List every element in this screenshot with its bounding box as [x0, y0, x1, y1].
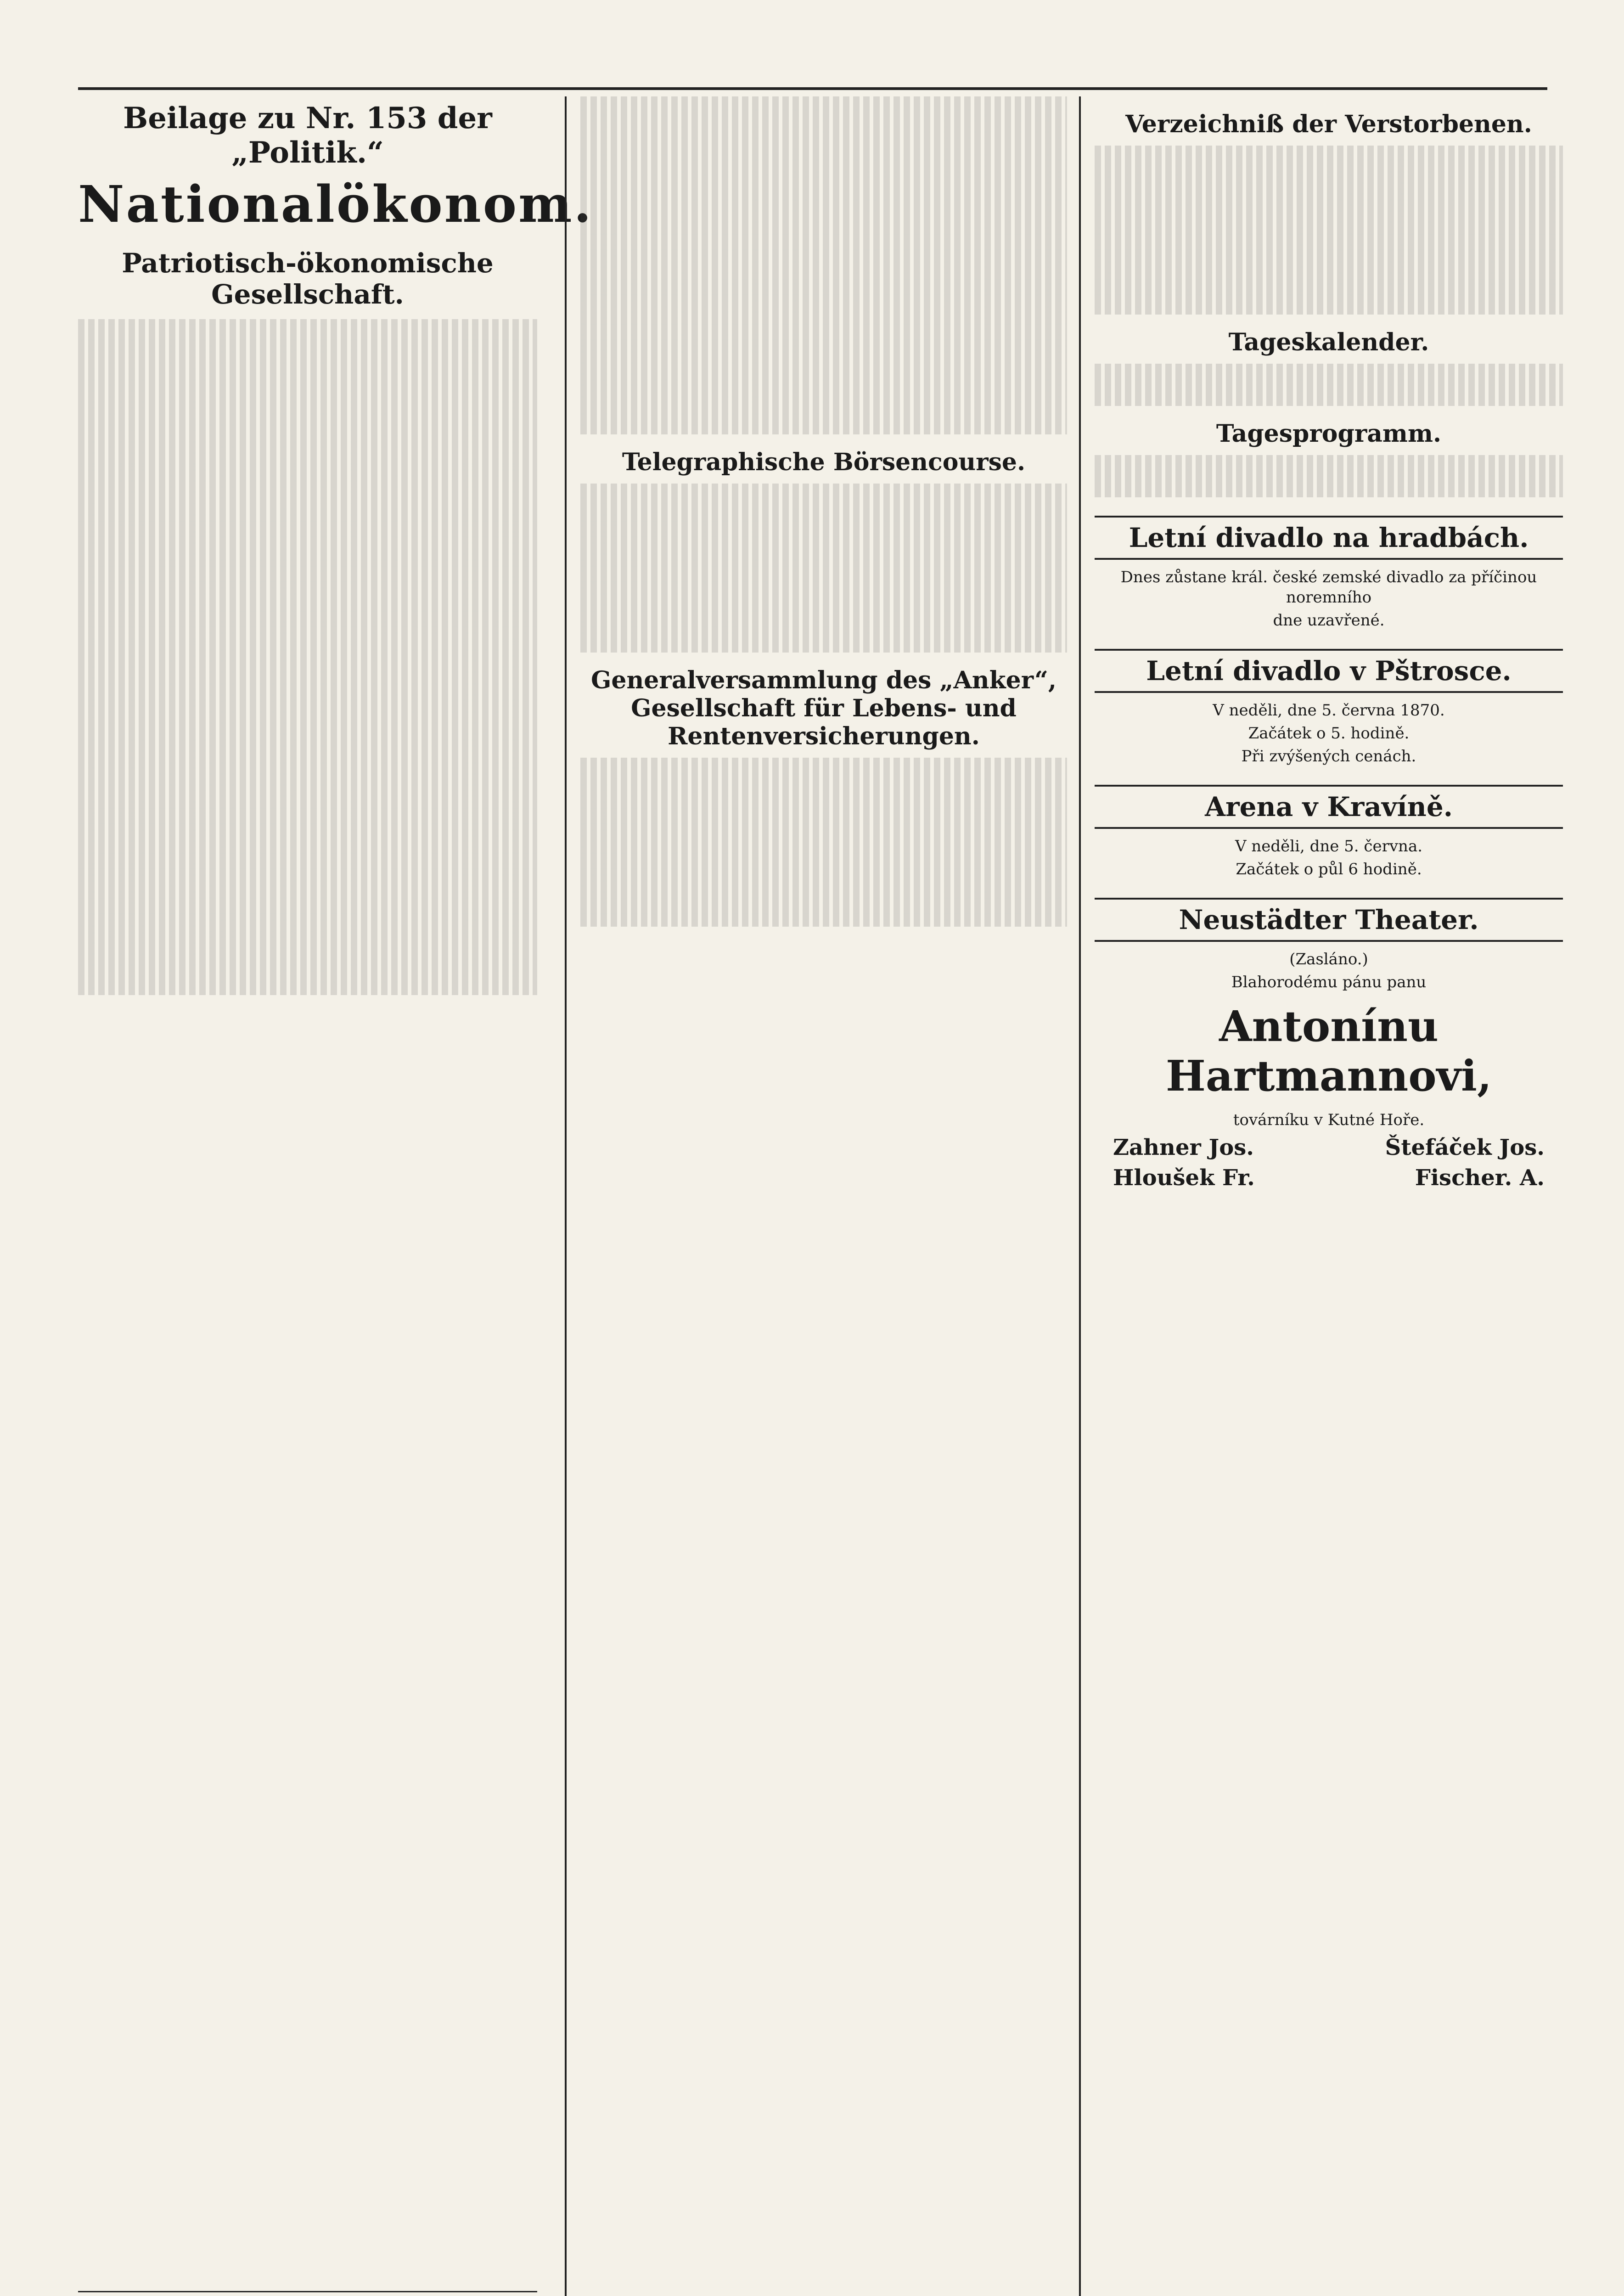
theatre-neustadt-title: Neustädter Theater.	[1095, 898, 1563, 942]
ad-salutation: Blahorodému pánu panu	[1231, 973, 1427, 991]
theatre-pstroska-title: Letní divadlo v Pštrosce.	[1095, 649, 1563, 693]
ad-recipient-subtitle: továrníku v Kutné Hoře.	[1233, 1111, 1425, 1129]
column-middle	[565, 96, 1067, 2296]
theatre-pstroska-line: Při zvýšených cenách.	[1241, 747, 1416, 765]
theatre-pstroska-line: Začátek o 5. hodině.	[1248, 724, 1410, 743]
deaths-register-body	[1095, 146, 1563, 315]
theatre-kravin-line: Začátek o půl 6 hodině.	[1236, 860, 1422, 878]
column-right	[1079, 96, 1563, 2296]
stock-quotes-body	[580, 484, 1067, 653]
ad-signers-row	[1113, 1165, 1545, 1191]
society-title: Patriotisch-ökonomische Gesellschaft.	[122, 248, 494, 310]
ad-signer: Zahner Jos.	[1113, 1135, 1254, 1160]
anker-assembly-body	[580, 758, 1067, 927]
theatre-hradby-line: dne uzavřené.	[1273, 611, 1385, 630]
footnote	[78, 2291, 537, 2296]
theatre-hradby-line: Dnes zůstane král. české zemské divadlo za příčinou noremního	[1120, 568, 1537, 607]
article-continued	[580, 96, 1067, 434]
stock-quotes-title: Telegraphische Börsencourse.	[622, 448, 1026, 476]
theatre-kravin-title: Arena v Kravíně.	[1095, 785, 1563, 829]
section-rubric: Nationalökonom.	[78, 174, 593, 234]
article-body	[78, 319, 537, 995]
supplement-heading: Beilage zu Nr. 153 der „Politik.“	[123, 101, 492, 170]
theatre-pstroska-line: V neděli, dne 5. června 1870.	[1213, 701, 1445, 720]
ad-signers-row	[1113, 1135, 1545, 1160]
newspaper-page	[78, 69, 1547, 2296]
ad-zaslano: (Zasláno.)	[1289, 950, 1368, 968]
deaths-register-title: Verzeichniß der Verstorbenen.	[1125, 110, 1532, 138]
ad-signer: Hloušek Fr.	[1113, 1165, 1255, 1191]
ad-signer: Fischer. A.	[1415, 1165, 1545, 1191]
ad-signer: Štefáček Jos.	[1385, 1135, 1545, 1160]
ad-recipient-name: Antonínu Hartmannovi,	[1165, 1002, 1492, 1101]
header-rule	[78, 87, 1547, 90]
day-program-title: Tagesprogramm.	[1216, 420, 1442, 448]
day-calendar-title: Tageskalender.	[1228, 328, 1429, 356]
theatre-hradby-title: Letní divadlo na hradbách.	[1095, 516, 1563, 560]
theatre-kravin-line: V neděli, dne 5. června.	[1235, 837, 1423, 855]
column-left	[78, 96, 593, 2296]
anker-assembly-title: Generalversammlung des „Anker“, Gesellschaft für Lebens- und Rentenversicherungen.	[590, 666, 1057, 750]
